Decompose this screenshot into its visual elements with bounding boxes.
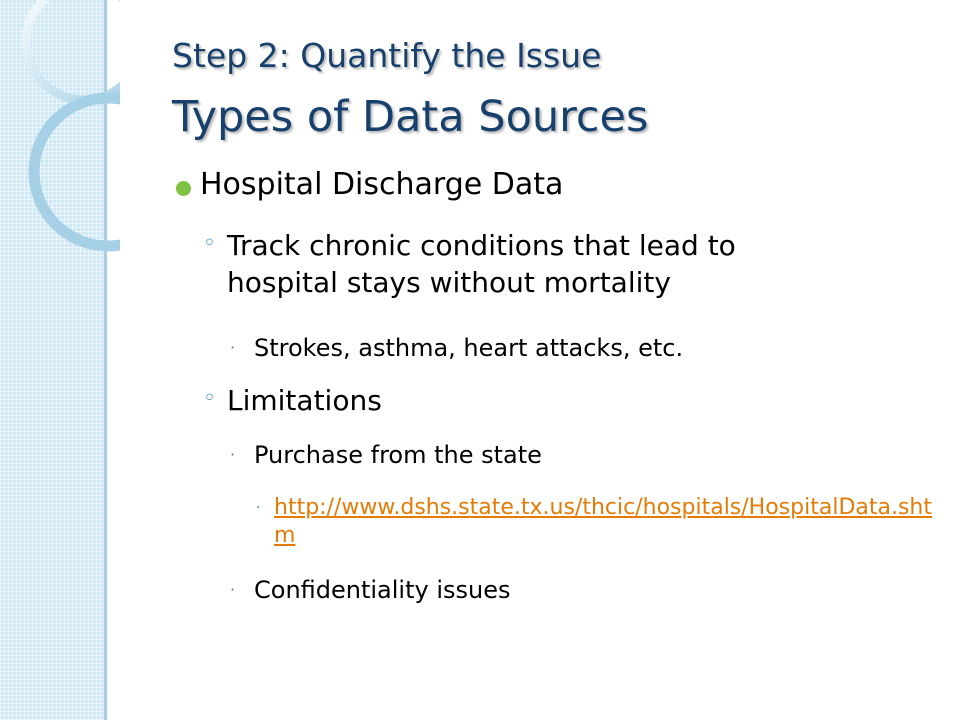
dot-bullet-icon: ·: [230, 338, 236, 357]
lower-ring: [34, 98, 120, 246]
dot-bullet-icon: ·: [230, 445, 236, 464]
bullet-examples: [230, 333, 683, 363]
hollow-circle-bullet-icon: ◦: [203, 386, 216, 411]
dot-bullet-icon: ·: [256, 500, 261, 516]
slide-subtitle: Types of Data Sources: [172, 92, 649, 142]
hollow-circle-bullet-icon: ◦: [203, 231, 216, 256]
bullet-text: Confidentiality issues: [254, 576, 511, 604]
dot-bullet-icon: ·: [230, 580, 236, 599]
bullet-track-conditions: [203, 227, 843, 301]
bullet-text: Strokes, asthma, heart attacks, etc.: [254, 334, 684, 362]
bullet-hospital-discharge: [176, 167, 563, 202]
bullet-dot-icon: [176, 181, 191, 196]
bullet-text: Limitations: [227, 384, 382, 417]
bullet-url: [256, 494, 934, 550]
bullet-purchase: [230, 440, 542, 470]
upper-ring: [26, 0, 120, 100]
hospital-data-link[interactable]: http://www.dshs.state.tx.us/thcic/hospitals/HospitalData.shtm: [274, 495, 932, 548]
slide-title: Step 2: Quantify the Issue: [172, 36, 602, 75]
decorative-rings: [0, 0, 120, 260]
bullet-limitations: [203, 382, 382, 419]
bullet-text: Purchase from the state: [254, 441, 542, 469]
bullet-confidentiality: [230, 575, 511, 605]
bullet-text: Hospital Discharge Data: [200, 167, 564, 202]
bullet-text: Track chronic conditions that lead to hospital stays without mortality: [227, 229, 736, 299]
